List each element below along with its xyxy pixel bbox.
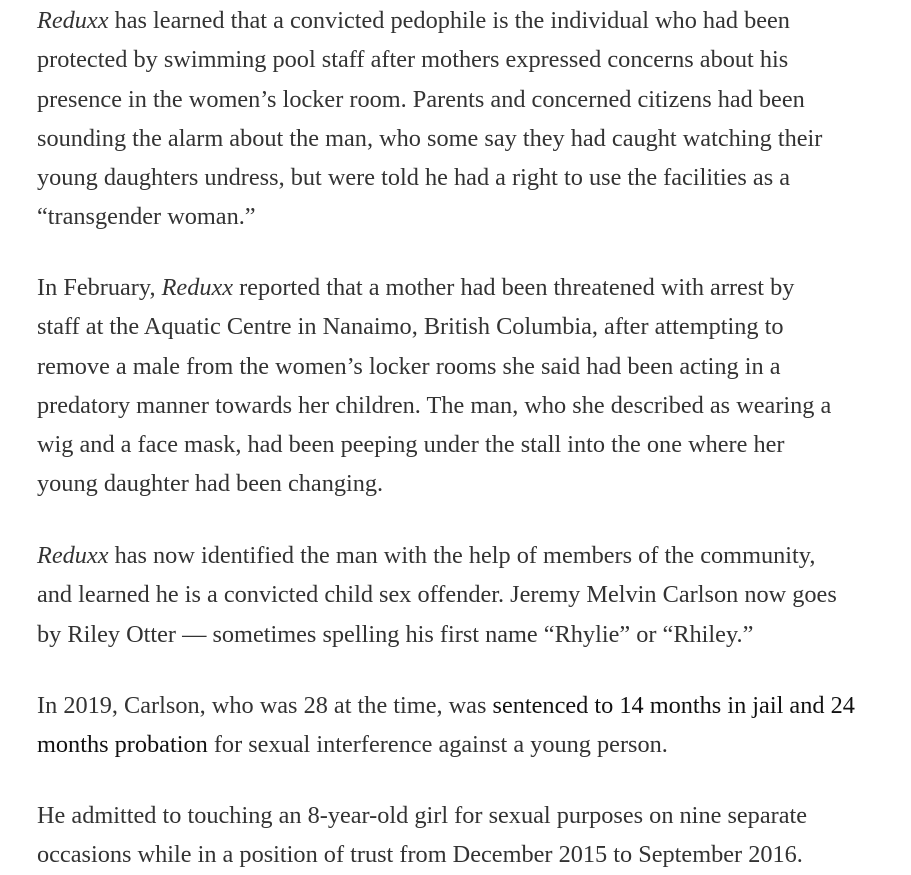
paragraph-4	[37, 686, 897, 765]
paragraph-1-line-3: presence in the women’s locker room. Parents and concerned citizens had been	[37, 85, 805, 113]
publication-name: Reduxx	[37, 542, 109, 569]
line-text: In 2019, Carlson, who was 28 at the time, was	[37, 692, 493, 719]
paragraph-5-line-1: He admitted to touching an 8-year-old girl for sexual purposes on nine separate	[37, 802, 808, 829]
paragraph-2-line-3: remove a male from the women’s locker rooms she said had been acting in a	[37, 352, 781, 380]
paragraph-5-line-2: occasions while in a position of trust from December 2015 to September 2016.	[37, 841, 803, 869]
paragraph-5	[37, 796, 897, 875]
paragraph-4-line-1	[37, 686, 897, 725]
paragraph-3-line-3: by Riley Otter — sometimes spelling his first name “Rhylie” or “Rhiley.”	[37, 620, 754, 648]
paragraph-2-line-4: predatory manner towards her children. The man, who she described as wearing a	[37, 391, 832, 419]
publication-name: Reduxx	[37, 7, 109, 34]
paragraph-3-line-1	[37, 536, 897, 575]
paragraph-2	[37, 268, 907, 504]
paragraph-4-line-2	[37, 725, 897, 764]
sentencing-link-continued[interactable]: months probation	[37, 731, 208, 759]
paragraph-1-line-6: “transgender woman.”	[37, 203, 256, 231]
paragraph-3-line-2: and learned he is a convicted child sex offender. Jeremy Melvin Carlson now goes	[37, 581, 837, 609]
line-text: has learned that a convicted pedophile is the individual who had been	[108, 7, 790, 34]
paragraph-2-line-1	[37, 268, 907, 307]
line-text: for sexual interference against a young person.	[207, 731, 668, 759]
line-text: In February,	[37, 274, 162, 301]
paragraph-3	[37, 536, 897, 654]
paragraph-1-line-1	[37, 1, 897, 40]
paragraph-1-line-2: protected by swimming pool staff after mothers expressed concerns about his	[37, 46, 789, 74]
paragraph-1-line-5: young daughters undress, but were told he had a right to use the facilities as a	[37, 164, 791, 192]
paragraph-2-line-5: wig and a face mask, had been peeping under the stall into the one where her	[37, 431, 785, 459]
paragraph-2-line-2: staff at the Aquatic Centre in Nanaimo, British Columbia, after attempting to	[37, 313, 784, 341]
paragraph-1	[37, 1, 897, 237]
publication-name: Reduxx	[161, 274, 234, 301]
paragraph-2-line-6: young daughter had been changing.	[37, 470, 384, 498]
sentencing-link[interactable]: sentenced to 14 months in jail and 24	[492, 692, 855, 719]
line-text: has now identified the man with the help of members of the community,	[108, 542, 816, 569]
line-text: reported that a mother had been threatened with arrest by	[233, 274, 795, 301]
paragraph-1-line-4: sounding the alarm about the man, who some say they had caught watching their	[37, 124, 823, 152]
